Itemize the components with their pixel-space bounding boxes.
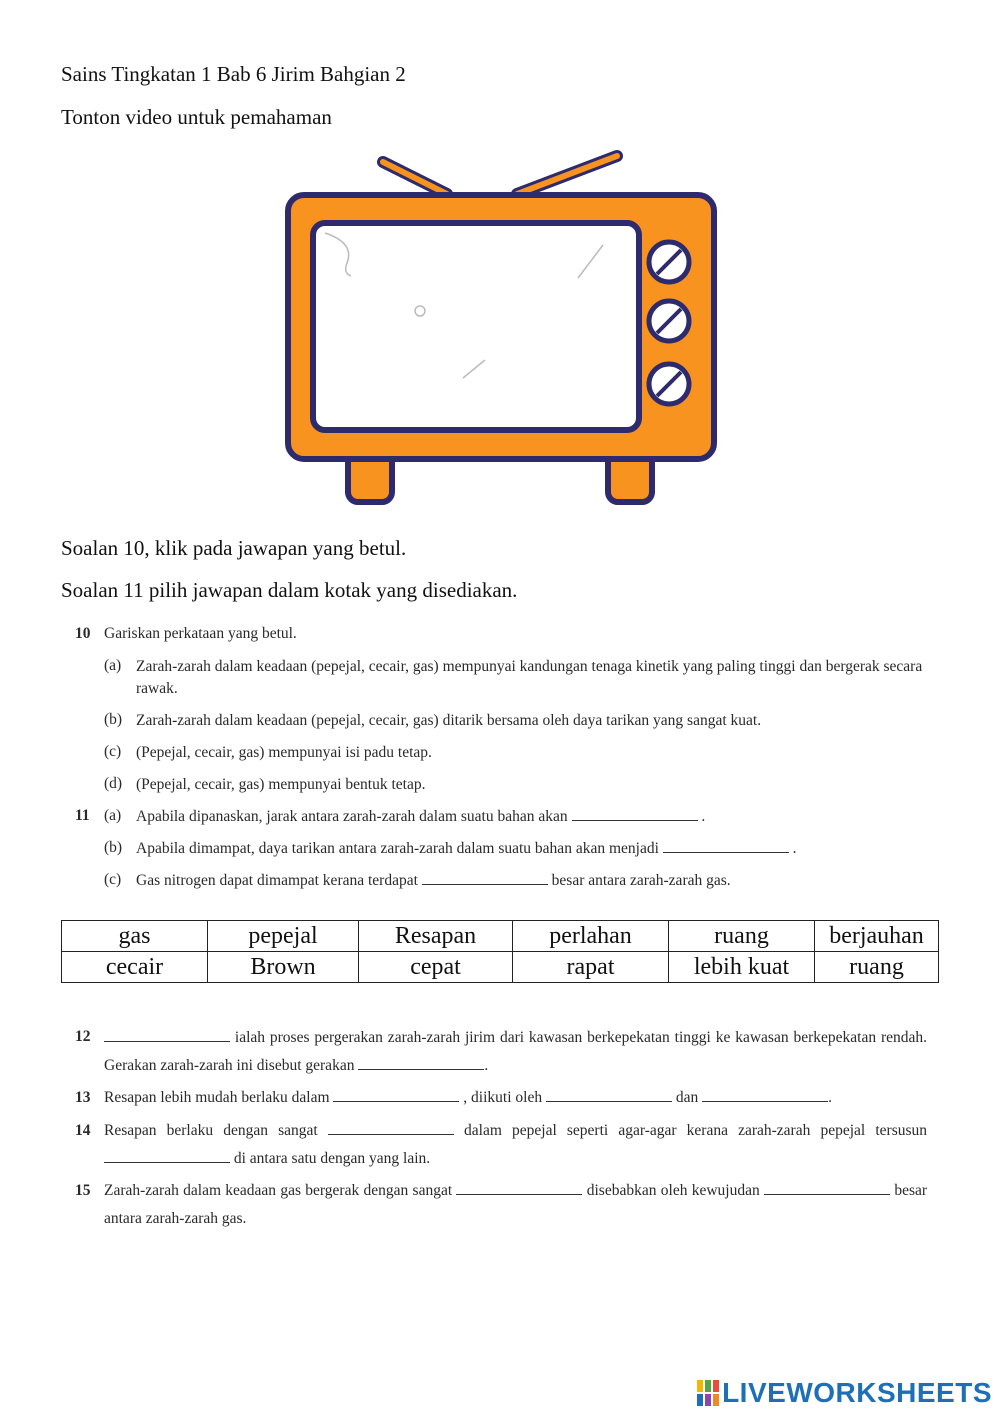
item-label: (a) (104, 807, 122, 824)
tv-antenna-icon (383, 156, 617, 194)
q11b-line (136, 838, 931, 860)
question-prompt: Gariskan perkataan yang betul. (104, 625, 297, 642)
q15-answer-blank-1[interactable] (456, 1182, 582, 1195)
q15-answer-blank-2[interactable] (764, 1182, 890, 1195)
q11c-text: Gas nitrogen dapat dimampat kerana terdapat (136, 872, 418, 889)
question-number: 13 (75, 1089, 91, 1106)
q10d-text[interactable]: (Pepejal, cecair, gas) mempunyai bentuk tetap. (136, 776, 426, 793)
word-bank-cell: lebih kuat (669, 952, 815, 983)
item-label: (b) (104, 839, 123, 856)
q13-text-2: , diikuti oleh (463, 1089, 543, 1106)
q11c-line (136, 870, 931, 892)
sentence-end: . (792, 840, 797, 857)
q14-text-block (104, 1117, 927, 1173)
q12-text-block (104, 1024, 927, 1080)
q11a-text: Apabila dipanaskan, jarak antara zarah-zarah dalam suatu bahan akan (136, 808, 568, 825)
word-bank-row (62, 921, 939, 952)
q10c-text[interactable]: (Pepejal, cecair, gas) mempunyai isi padu tetap. (136, 744, 432, 761)
q12-answer-blank-2[interactable] (358, 1057, 484, 1070)
tv-screen[interactable] (313, 223, 639, 430)
question-number: 11 (75, 807, 90, 824)
q12-text-2: berkepekatan rendah. Gerakan zarah-zarah ini disebut gerakan (104, 1029, 928, 1074)
question-number: 15 (75, 1182, 91, 1199)
word-bank-cell: Brown (208, 952, 359, 983)
question-number: 14 (75, 1122, 91, 1139)
word-bank-cell: berjauhan (815, 921, 939, 952)
q14-text-1: Resapan berlaku dengan sangat (104, 1122, 318, 1139)
sentence-end: . (701, 808, 706, 825)
q14-text-4: di antara satu dengan yang lain. (233, 1150, 431, 1167)
q15-text-block (104, 1177, 927, 1233)
word-bank-cell: perlahan (513, 921, 669, 952)
q14-answer-blank-1[interactable] (328, 1122, 454, 1135)
item-label: (d) (104, 775, 123, 792)
q13-text-block (104, 1084, 927, 1112)
q10b-text[interactable]: Zarah-zarah dalam keadaan (pepejal, cecair, gas) ditarik bersama oleh daya tarikan yang sangat kuat. (136, 712, 762, 729)
q14-text-2: dalam pepejal seperti agar-agar kerana zarah-zarah pepejal (464, 1122, 866, 1139)
q11c-answer-blank[interactable] (422, 872, 548, 885)
item-label: (b) (104, 711, 123, 728)
q11c-text-end: besar antara zarah-zarah gas. (551, 872, 731, 889)
q15-text-1: Zarah-zarah dalam keadaan gas bergerak dengan sangat (104, 1182, 453, 1199)
q13-answer-blank-1[interactable] (333, 1089, 459, 1102)
q10a-text[interactable]: Zarah-zarah dalam keadaan (pepejal, cecair, gas) mempunyai kandungan tenaga kinetik yang paling tinggi dan bergerak secara rawak. (136, 658, 923, 697)
question-number: 10 (75, 625, 91, 642)
q11b-answer-blank[interactable] (663, 840, 789, 853)
word-bank-cell: cecair (62, 952, 208, 983)
question-number: 12 (75, 1028, 91, 1045)
page-subtitle: Tonton video untuk pemahaman (61, 105, 332, 129)
q14-answer-blank-2[interactable] (104, 1150, 230, 1163)
word-bank-cell: gas (62, 921, 208, 952)
item-label: (a) (104, 657, 122, 674)
q11a-answer-blank[interactable] (572, 808, 698, 821)
sentence-end: . (484, 1057, 489, 1074)
q11b-text: Apabila dimampat, daya tarikan antara zarah-zarah dalam suatu bahan akan menjadi (136, 840, 659, 857)
liveworksheets-logo-icon (697, 1380, 719, 1406)
word-bank-cell: ruang (669, 921, 815, 952)
word-bank-cell: pepejal (208, 921, 359, 952)
q12-text-1: ialah proses pergerakan zarah-zarah jirim dari kawasan berkepekatan tinggi ke kawasan (234, 1029, 789, 1046)
item-label: (c) (104, 743, 122, 760)
q15-text-2: disebabkan oleh kewujudan (586, 1182, 760, 1199)
item-label: (c) (104, 871, 122, 888)
q13-answer-blank-3[interactable] (702, 1089, 828, 1102)
sentence-end: . (828, 1089, 832, 1106)
q13-answer-blank-2[interactable] (546, 1089, 672, 1102)
instruction-q11: Soalan 11 pilih jawapan dalam kotak yang disediakan. (61, 578, 518, 602)
tv-video-player[interactable] (285, 148, 717, 506)
q13-text-1: Resapan lebih mudah berlaku dalam (104, 1089, 330, 1106)
brand-name: LIVEWORKSHEETS (722, 1377, 992, 1408)
q15-text-3: besar antara zarah-zarah gas. (104, 1182, 928, 1227)
liveworksheets-logo[interactable] (697, 1377, 992, 1409)
word-bank-cell: Resapan (359, 921, 513, 952)
word-bank-cell: ruang (815, 952, 939, 983)
q12-answer-blank-1[interactable] (104, 1029, 230, 1042)
tv-knob-icon (649, 242, 689, 404)
word-bank-table (61, 920, 939, 983)
word-bank-row (62, 952, 939, 983)
instruction-q10: Soalan 10, klik pada jawapan yang betul. (61, 536, 407, 560)
q13-text-3: dan (675, 1089, 699, 1106)
page-title: Sains Tingkatan 1 Bab 6 Jirim Bahgian 2 (61, 62, 406, 86)
q11a-line (136, 806, 931, 828)
word-bank-cell: rapat (513, 952, 669, 983)
q14-text-3: tersusun (875, 1122, 928, 1139)
word-bank-cell: cepat (359, 952, 513, 983)
